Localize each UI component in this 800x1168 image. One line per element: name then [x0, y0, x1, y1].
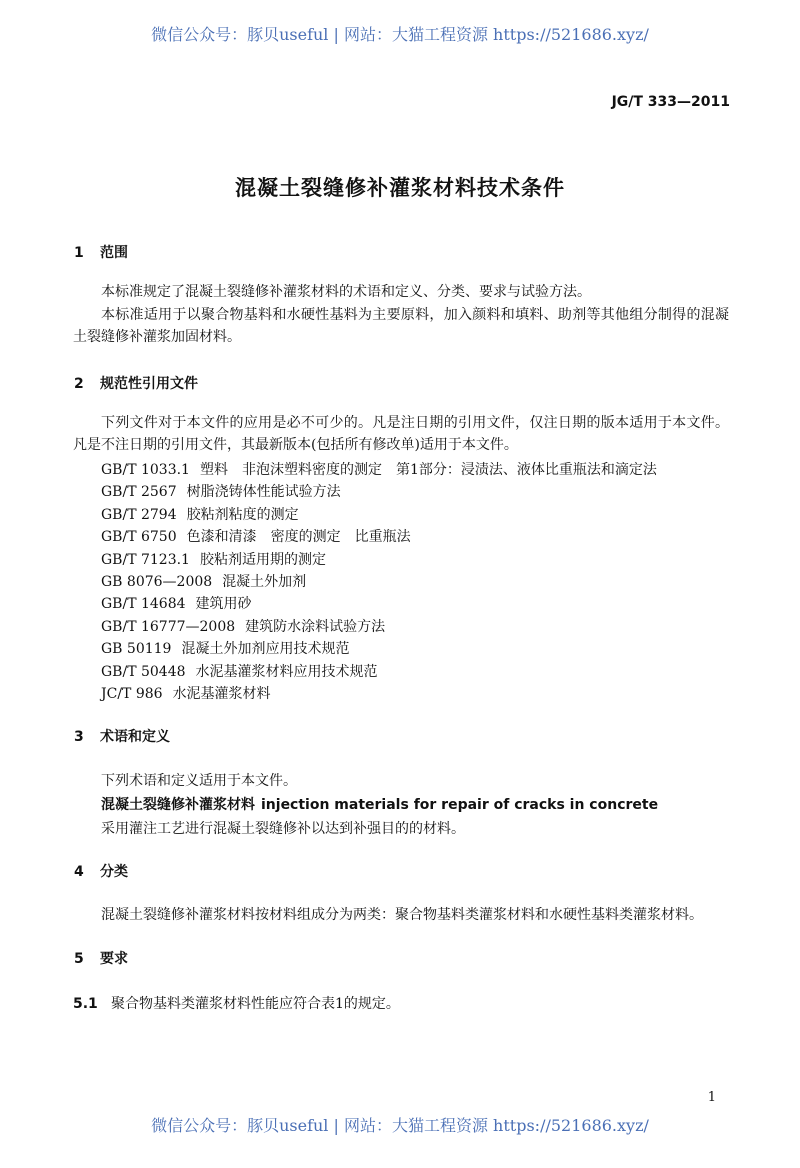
reference-name: 胶粘剂粘度的测定	[186, 506, 299, 523]
section-1-paragraph-2: 本标准适用于以聚合物基料和水硬性基料为主要原料，加入颜料和填料、助剂等其他组分制得的混凝土裂缝修补灌浆加固材料。	[73, 307, 729, 345]
reference-item	[101, 481, 667, 503]
reference-code: GB/T 6750	[101, 529, 177, 546]
reference-item	[101, 459, 667, 481]
term-definition: 采用灌注工艺进行混凝土裂缝修补以达到补强目的的材料。	[101, 821, 465, 837]
reference-item	[101, 571, 667, 593]
term-english: injection materials for repair of cracks in concrete	[261, 797, 659, 813]
reference-item	[101, 616, 667, 638]
term-chinese: 混凝土裂缝修补灌浆材料	[101, 797, 255, 813]
reference-name: 色漆和清漆 密度的测定 比重瓶法	[186, 529, 411, 546]
term-entry	[101, 794, 658, 814]
section-1-number: 1	[74, 245, 84, 261]
reference-name: 塑料 非泡沫塑料密度的测定 第1部分：浸渍法、液体比重瓶法和滴定法	[199, 462, 657, 478]
reference-name: 胶粘剂适用期的测定	[199, 551, 326, 568]
section-5-title: 要求	[100, 951, 128, 967]
section-5-heading	[74, 948, 128, 968]
section-3-paragraph-1: 下列术语和定义适用于本文件。	[101, 773, 297, 789]
section-2-title: 规范性引用文件	[100, 376, 198, 392]
reference-item	[101, 549, 667, 571]
reference-code: GB/T 2567	[101, 484, 177, 501]
reference-name: 树脂浇铸体性能试验方法	[186, 484, 341, 501]
reference-code: GB/T 50448	[101, 663, 186, 680]
section-3-title: 术语和定义	[100, 729, 170, 745]
reference-code: GB/T 1033.1	[101, 462, 190, 478]
section-1-heading	[74, 242, 128, 262]
reference-code: GB 8076—2008	[101, 574, 213, 591]
reference-item	[101, 526, 667, 548]
subsection-5-1-number: 5.1	[73, 996, 98, 1012]
normative-references-list	[101, 459, 667, 705]
section-3-number: 3	[74, 729, 84, 745]
page-number: 1	[707, 1090, 716, 1105]
section-3-heading	[74, 726, 170, 746]
reference-code: GB/T 14684	[101, 596, 186, 613]
section-2-paragraph-1: 下列文件对于本文件的应用是必不可少的。凡是注日期的引用文件，仅注日期的版本适用于本文件。凡是不注日期的引用文件，其最新版本(包括所有修改单)适用于本文件。	[73, 415, 729, 453]
standard-code: JG/T 333—2011	[611, 94, 730, 110]
section-4-paragraph-1: 混凝土裂缝修补灌浆材料按材料组成分为两类：聚合物基料类灌浆材料和水硬性基料类灌浆材料。	[101, 907, 703, 923]
section-2-heading	[74, 373, 198, 393]
document-title: 混凝土裂缝修补灌浆材料技术条件	[235, 176, 565, 200]
section-2-number: 2	[74, 376, 84, 392]
reference-name: 水泥基灌浆材料	[172, 686, 271, 703]
reference-item	[101, 638, 667, 660]
watermark-bottom: 微信公众号：豚贝useful | 网站：大猫工程资源 https://521686.xyz/	[151, 1116, 649, 1135]
reference-code: GB/T 2794	[101, 506, 177, 523]
reference-item	[101, 683, 667, 705]
watermark-top: 微信公众号：豚贝useful | 网站：大猫工程资源 https://521686.xyz/	[151, 25, 649, 44]
reference-code: GB/T 16777—2008	[101, 618, 236, 635]
section-4-number: 4	[74, 864, 84, 880]
section-4-heading	[74, 861, 128, 881]
reference-item	[101, 593, 667, 615]
section-1-paragraph-1: 本标准规定了混凝土裂缝修补灌浆材料的术语和定义、分类、要求与试验方法。	[101, 284, 591, 300]
section-5-number: 5	[74, 951, 84, 967]
section-1-title: 范围	[100, 245, 128, 261]
reference-code: GB/T 7123.1	[101, 551, 190, 568]
reference-name: 建筑防水涂料试验方法	[245, 618, 386, 635]
reference-name: 水泥基灌浆材料应用技术规范	[195, 663, 378, 680]
section-4-title: 分类	[100, 864, 128, 880]
reference-name: 混凝土外加剂	[222, 574, 307, 591]
reference-code: GB 50119	[101, 641, 172, 658]
reference-name: 混凝土外加剂应用技术规范	[181, 641, 350, 658]
subsection-5-1	[73, 993, 400, 1013]
reference-name: 建筑用砂	[195, 596, 252, 613]
reference-code: JC/T 986	[101, 686, 163, 703]
reference-item	[101, 661, 667, 683]
subsection-5-1-text: 聚合物基料类灌浆材料性能应符合表1的规定。	[111, 996, 400, 1012]
reference-item	[101, 504, 667, 526]
